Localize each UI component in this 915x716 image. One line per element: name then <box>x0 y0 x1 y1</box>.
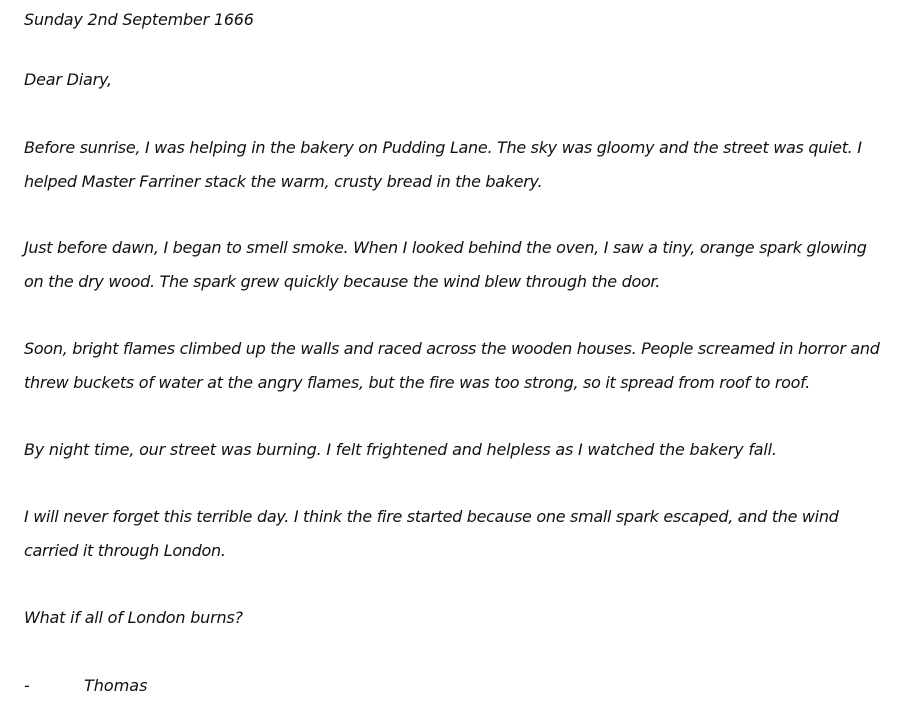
paragraph-flames: Soon, bright flames climbed up the walls and raced across the wooden houses. People screamed in horror and threw buckets of water at the angry flames, but the fire was too strong, so it spread from roof to roof. <box>24 339 880 392</box>
paragraph-question: What if all of London burns? <box>24 608 243 627</box>
signature-name: Thomas <box>84 676 148 695</box>
diary-greeting: Dear Diary, <box>24 70 112 89</box>
signature-dash: - <box>24 676 30 695</box>
paragraph-bakery: Before sunrise, I was helping in the bakery on Pudding Lane. The sky was gloomy and the street was quiet. I helped Master Farriner stack the warm, crusty bread in the bakery. <box>24 138 862 191</box>
diary-date: Sunday 2nd September 1666 <box>24 10 254 29</box>
paragraph-never-forget: I will never forget this terrible day. I think the fire started because one small spark escaped, and the wind carried it through London. <box>24 507 839 560</box>
paragraph-smoke: Just before dawn, I began to smell smoke. When I looked behind the oven, I saw a tiny, orange spark glowing on the dry wood. The spark grew quickly because the wind blew through the door. <box>24 238 867 291</box>
paragraph-night: By night time, our street was burning. I felt frightened and helpless as I watched the bakery fall. <box>24 440 777 459</box>
